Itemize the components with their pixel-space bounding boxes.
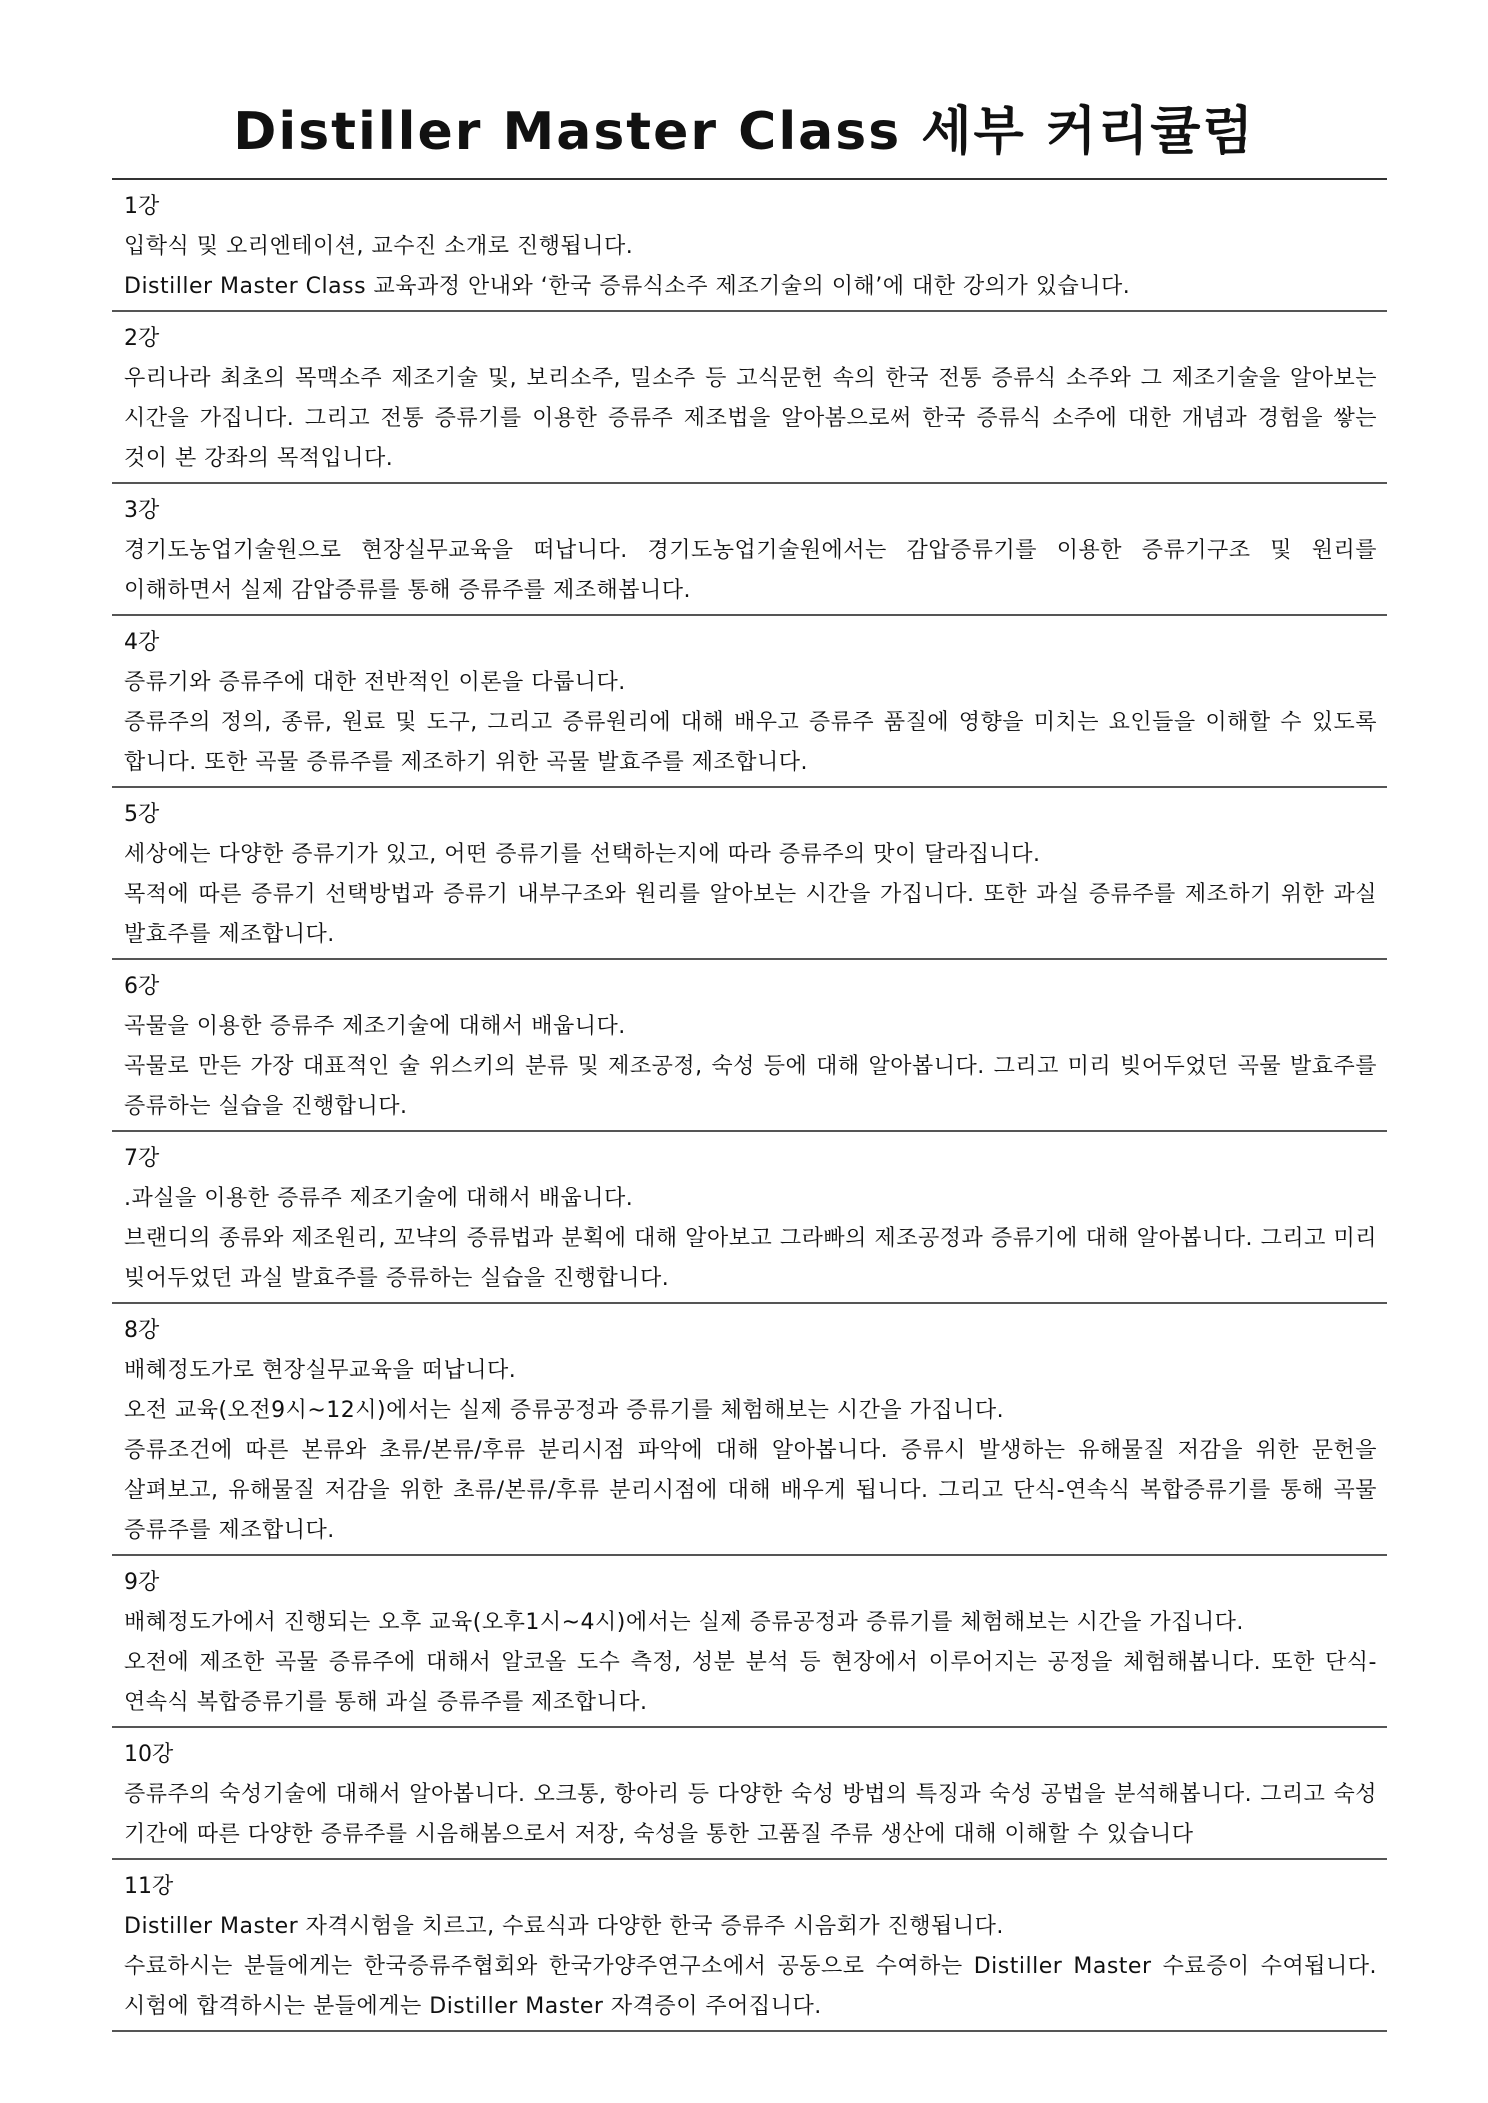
- lecture-description: 목적에 따른 증류기 선택방법과 증류기 내부구조와 원리를 알아보는 시간을 가집니다. 또한 과실 증류주를 제조하기 위한 과실 발효주를 제조합니다.: [124, 882, 1377, 947]
- lecture-description: 곡물로 만든 가장 대표적인 술 위스키의 분류 및 제조공정, 숙성 등에 대해 알아봅니다. 그리고 미리 빚어두었던 곡물 발효주를 증류하는 실습을 진행합니다.: [124, 1054, 1377, 1119]
- lecture-number: 4강: [124, 630, 160, 655]
- lecture-description: 수료하시는 분들에게는 한국증류주협회와 한국가양주연구소에서 공동으로 수여하는 Distiller Master 수료증이 수여됩니다. 시험에 합격하시는 분들에게는 Distiller Master 자격증이 주어집니다.: [124, 1954, 1377, 2019]
- lecture-section: [112, 484, 1387, 616]
- lecture-number: 3강: [124, 498, 160, 523]
- lecture-number: 11강: [124, 1874, 174, 1899]
- lecture-description: 오전 교육(오전9시~12시)에서는 실제 증류공정과 증류기를 체험해보는 시간을 가집니다.: [124, 1398, 1005, 1423]
- lecture-description: 배혜정도가로 현장실무교육을 떠납니다.: [124, 1358, 517, 1383]
- lecture-description: 세상에는 다양한 증류기가 있고, 어떤 증류기를 선택하는지에 따라 증류주의 맛이 달라집니다.: [124, 842, 1041, 867]
- lecture-section: [112, 788, 1387, 960]
- lecture-section: [112, 616, 1387, 788]
- lecture-section: [112, 960, 1387, 1132]
- lecture-section: [112, 180, 1387, 312]
- lecture-section: [112, 1728, 1387, 1860]
- lecture-number: 9강: [124, 1570, 160, 1595]
- page-title: Distiller Master Class 세부 커리큘럼: [233, 102, 1255, 162]
- lecture-number: 7강: [124, 1146, 160, 1171]
- lecture-section: [112, 1304, 1387, 1556]
- lecture-number: 6강: [124, 974, 160, 999]
- lecture-number: 10강: [124, 1742, 174, 1767]
- lecture-section: [112, 1132, 1387, 1304]
- lecture-number: 1강: [124, 194, 160, 219]
- lecture-description: 증류주의 숙성기술에 대해서 알아봅니다. 오크통, 항아리 등 다양한 숙성 방법의 특징과 숙성 공법을 분석해봅니다. 그리고 숙성 기간에 따른 다양한 증류주를 시음해봄으로서 저장, 숙성을 통한 고품질 주류 생산에 대해 이해할 수 있습니다: [124, 1782, 1377, 1847]
- lecture-description: .과실을 이용한 증류주 제조기술에 대해서 배웁니다.: [124, 1186, 634, 1211]
- lecture-number: 5강: [124, 802, 160, 827]
- lecture-description: 증류기와 증류주에 대한 전반적인 이론을 다룹니다.: [124, 670, 626, 695]
- lecture-description: 오전에 제조한 곡물 증류주에 대해서 알코올 도수 측정, 성분 분석 등 현장에서 이루어지는 공정을 체험해봅니다. 또한 단식-연속식 복합증류기를 통해 과실 증류주를 제조합니다.: [124, 1650, 1377, 1715]
- lecture-description: Distiller Master 자격시험을 치르고, 수료식과 다양한 한국 증류주 시음회가 진행됩니다.: [124, 1914, 1004, 1939]
- lecture-description: 경기도농업기술원으로 현장실무교육을 떠납니다. 경기도농업기술원에서는 감압증류기를 이용한 증류기구조 및 원리를 이해하면서 실제 감압증류를 통해 증류주를 제조해봅니다.: [124, 538, 1377, 603]
- lecture-description: 입학식 및 오리엔테이션, 교수진 소개로 진행됩니다.: [124, 234, 634, 259]
- lecture-description: 배혜정도가에서 진행되는 오후 교육(오후1시~4시)에서는 실제 증류공정과 증류기를 체험해보는 시간을 가집니다.: [124, 1610, 1244, 1635]
- lecture-description: 증류조건에 따른 본류와 초류/본류/후류 분리시점 파악에 대해 알아봅니다. 증류시 발생하는 유해물질 저감을 위한 문헌을 살펴보고, 유해물질 저감을 위한 초류/본류/후류 분리시점에 대해 배우게 됩니다. 그리고 단식-연속식 복합증류기를 통해 곡물 증류주를 제조합니다.: [124, 1438, 1377, 1543]
- lecture-section: [112, 1860, 1387, 2032]
- lecture-description: 곡물을 이용한 증류주 제조기술에 대해서 배웁니다.: [124, 1014, 626, 1039]
- lecture-description: 브랜디의 종류와 제조원리, 꼬냑의 증류법과 분획에 대해 알아보고 그라빠의 제조공정과 증류기에 대해 알아봅니다. 그리고 미리 빚어두었던 과실 발효주를 증류하는 실습을 진행합니다.: [124, 1226, 1377, 1291]
- lecture-description: Distiller Master Class 교육과정 안내와 ‘한국 증류식소주 제조기술의 이해’에 대한 강의가 있습니다.: [124, 274, 1131, 299]
- lecture-description: 증류주의 정의, 종류, 원료 및 도구, 그리고 증류원리에 대해 배우고 증류주 품질에 영향을 미치는 요인들을 이해할 수 있도록 합니다. 또한 곡물 증류주를 제조하기 위한 곡물 발효주를 제조합니다.: [124, 710, 1377, 775]
- curriculum-list: [112, 178, 1387, 2032]
- lecture-description: 우리나라 최초의 목맥소주 제조기술 및, 보리소주, 밀소주 등 고식문헌 속의 한국 전통 증류식 소주와 그 제조기술을 알아보는 시간을 가집니다. 그리고 전통 증류기를 이용한 증류주 제조법을 알아봄으로써 한국 증류식 소주에 대한 개념과 경험을 쌓는 것이 본 강좌의 목적입니다.: [124, 366, 1377, 471]
- lecture-section: [112, 1556, 1387, 1728]
- lecture-number: 8강: [124, 1318, 160, 1343]
- lecture-number: 2강: [124, 326, 160, 351]
- lecture-section: [112, 312, 1387, 484]
